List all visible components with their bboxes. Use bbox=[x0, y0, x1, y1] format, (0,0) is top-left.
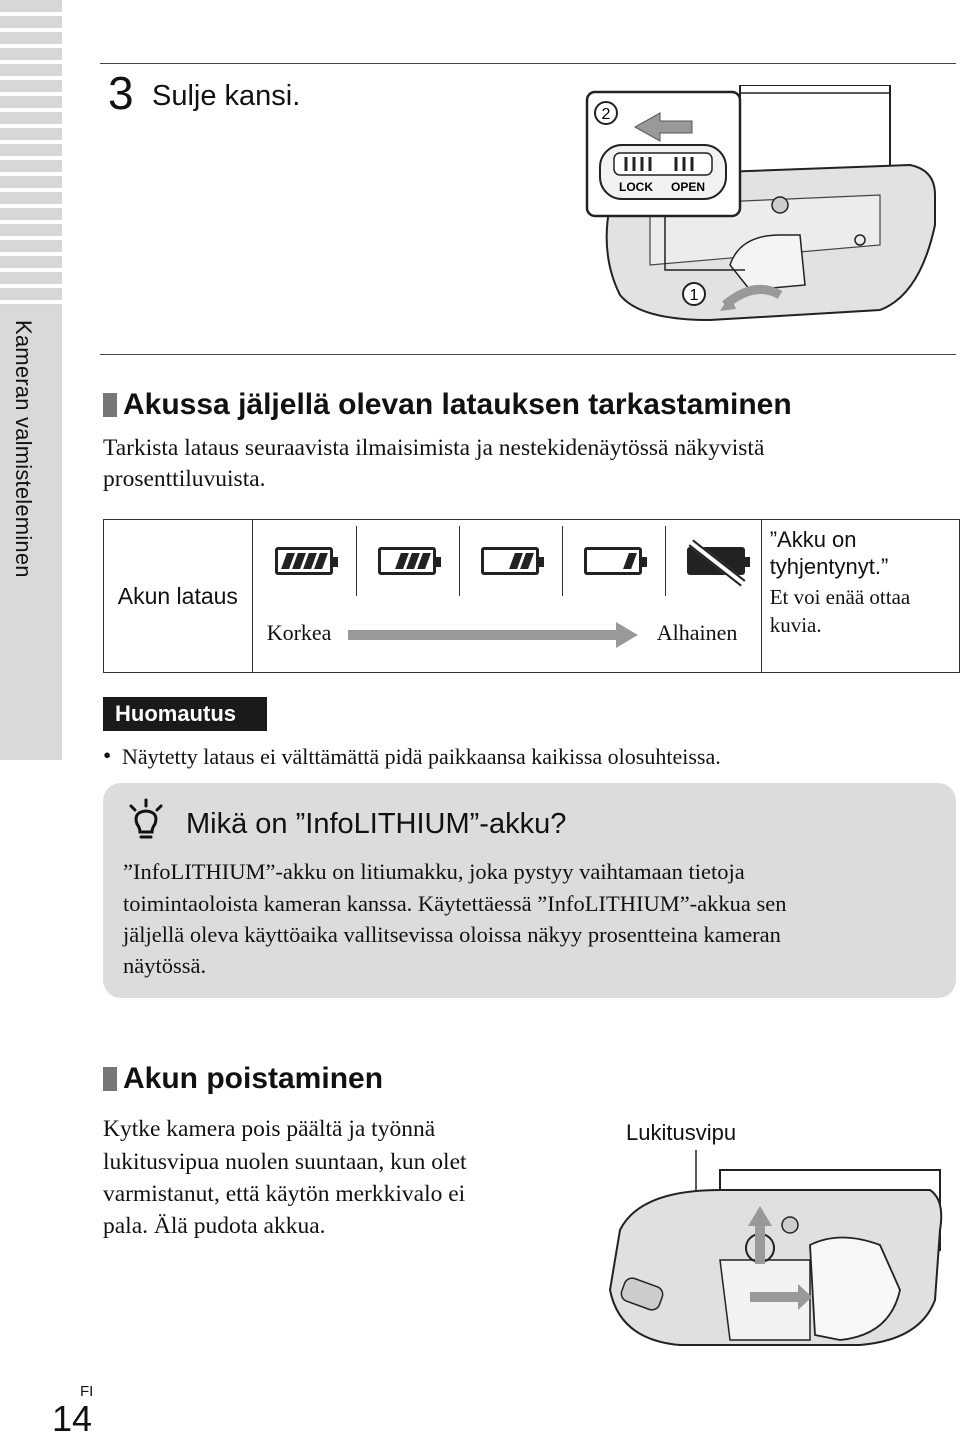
check-intro-line2: prosenttiluvuista. bbox=[103, 466, 266, 492]
note-badge: Huomautus bbox=[103, 697, 267, 731]
empty-note-line1: Et voi enää ottaa bbox=[769, 585, 911, 609]
note-text: Näytetty lataus ei välttämättä pidä paikkaansa kaikissa olosuhteissa. bbox=[122, 744, 721, 769]
section-rule bbox=[100, 354, 956, 355]
battery-icon-level-0 bbox=[687, 547, 745, 575]
battery-level-table bbox=[103, 519, 960, 673]
top-rule bbox=[100, 63, 956, 64]
level-arrow-shaft bbox=[348, 630, 616, 640]
check-intro-line1: Tarkista lataus seuraavista ilmaisimista ja nestekidenäytössä näkyvistä bbox=[103, 435, 765, 461]
remove-line1: Kytke kamera pois päältä ja työnnä bbox=[103, 1116, 436, 1142]
battery-icon-level-3 bbox=[378, 547, 436, 575]
heading-marker bbox=[103, 393, 117, 417]
battery-empty-cell bbox=[761, 520, 959, 673]
level-arrow-head bbox=[616, 622, 638, 648]
callout-1-label: 1 bbox=[689, 287, 699, 304]
remove-line3: varmistanut, että käytön merkkivalo ei bbox=[103, 1181, 466, 1207]
section-heading-remove bbox=[103, 1062, 383, 1096]
battery-icon-level-1 bbox=[584, 547, 642, 575]
heading-text: Akussa jäljellä olevan latauksen tarkastaminen bbox=[123, 388, 792, 421]
open-label: OPEN bbox=[670, 180, 706, 194]
heading-marker bbox=[103, 1067, 117, 1091]
section-heading-check bbox=[103, 388, 792, 422]
language-code: FI bbox=[80, 1383, 94, 1400]
callout-2-label: 2 bbox=[601, 106, 611, 123]
page-number: 14 bbox=[52, 1398, 93, 1439]
lock-label: LOCK bbox=[619, 180, 653, 194]
note-bullet: • bbox=[103, 743, 112, 769]
battery-empty-slash bbox=[688, 540, 745, 587]
tip-title: Mikä on ”InfoLITHIUM”-akku? bbox=[186, 808, 567, 840]
battery-row-label-cell bbox=[104, 520, 253, 673]
tip-line1: ”InfoLITHIUM”-akku on litiumakku, joka pystyy vaihtamaan tietoja bbox=[123, 859, 745, 884]
battery-bar bbox=[623, 553, 637, 569]
battery-removal-figure bbox=[600, 1150, 950, 1350]
camera-battery-cover-figure bbox=[580, 85, 940, 325]
empty-line1: ”Akku on bbox=[769, 527, 857, 552]
empty-note-line2: kuvia. bbox=[769, 613, 822, 637]
side-tab-label: Kameran valmisteleminen bbox=[11, 320, 36, 578]
tip-line3: jäljellä oleva käyttöaika vallitsevissa oloissa näkyy prosentteina kameran bbox=[123, 922, 781, 947]
lightbulb-icon bbox=[125, 798, 167, 842]
tip-line2: toimintaoloista kameran kanssa. Käytettäessä ”InfoLITHIUM”-akkua sen bbox=[123, 891, 787, 916]
remove-line4: pala. Älä pudota akkua. bbox=[103, 1213, 326, 1239]
side-stripes bbox=[0, 0, 62, 310]
step-text: Sulje kansi. bbox=[152, 80, 301, 112]
empty-line2: tyhjentynyt.” bbox=[769, 554, 889, 579]
tip-line4: näytössä. bbox=[123, 953, 207, 978]
battery-icon-level-2 bbox=[481, 547, 539, 575]
heading-text: Akun poistaminen bbox=[123, 1062, 384, 1095]
lock-lever-label: Lukitusvipu bbox=[626, 1120, 737, 1145]
high-label: Korkea bbox=[266, 620, 332, 645]
step-number: 3 bbox=[108, 67, 134, 119]
battery-icon-level-4 bbox=[275, 547, 333, 575]
battery-row-label: Akun lataus bbox=[117, 582, 238, 609]
low-label: Alhainen bbox=[656, 620, 738, 645]
remove-line2: lukitusvipua nuolen suuntaan, kun olet bbox=[103, 1149, 467, 1175]
battery-levels-cell bbox=[252, 520, 761, 673]
